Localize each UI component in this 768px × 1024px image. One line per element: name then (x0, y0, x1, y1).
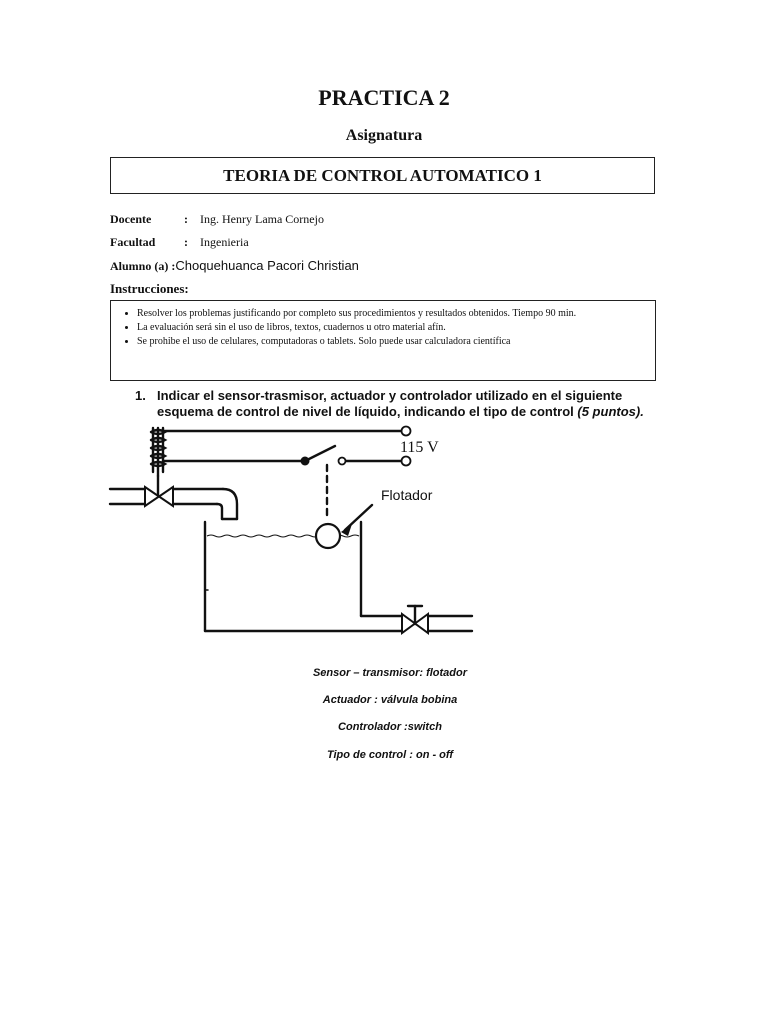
docente-value: Ing. Henry Lama Cornejo (200, 212, 324, 226)
solenoid-coil (151, 428, 165, 496)
instruction-item: • Se prohibe el uso de celulares, computadoras o tablets. Solo puede usar calculadora científica (137, 336, 645, 347)
instruction-item: • Resolver los problemas justificando por completo sus procedimientos y resultados obtenidos. Tiempo 90 min. (137, 308, 645, 319)
alumno-label: Alumno (a) : (110, 259, 176, 273)
instructions-box (110, 300, 656, 381)
answer-control-type: Tipo de control : on - off (326, 749, 454, 761)
instructions-list (121, 308, 645, 347)
question-text: Indicar el sensor-trasmisor, actuador y controlador utilizado en el siguiente esquema de control de nivel de líquido, indicando el tipo de control (157, 388, 623, 419)
course-title-box (110, 157, 655, 194)
question-points: (5 puntos). (577, 404, 644, 419)
docente-label: Docente (110, 212, 152, 226)
docente-row (110, 212, 324, 227)
instruction-item: • La evaluación será sin el uso de libros, textos, cuadernos u otro material afín. (137, 322, 645, 333)
alumno-row (110, 258, 359, 274)
question-text-wrap (157, 388, 655, 420)
course-title: TEORIA DE CONTROL AUTOMATICO 1 (223, 165, 542, 185)
answer-actuator: Actuador : válvula bobina (322, 694, 458, 706)
subject-label: Asignatura (345, 127, 423, 144)
switch-arm (305, 446, 335, 461)
answer-sensor: Sensor – transmisor: flotador (312, 667, 468, 679)
question-1 (135, 388, 655, 420)
question-number: 1. (135, 388, 146, 403)
voltage-label: 115 V (400, 439, 439, 456)
float-label: Flotador (381, 487, 433, 503)
docente-colon: : (184, 212, 188, 226)
float-ball (316, 524, 340, 548)
facultad-colon: : (184, 235, 188, 249)
instructions-label: Instrucciones: (110, 281, 189, 296)
answer-controller: Controlador :switch (338, 721, 442, 733)
facultad-row (110, 235, 249, 250)
alumno-value: Choquehuanca Pacori Christian (175, 258, 359, 273)
level-control-diagram (100, 420, 480, 645)
facultad-label: Facultad (110, 235, 156, 249)
page-title: PRACTICA 2 (318, 85, 450, 110)
switch-pivot (301, 457, 310, 466)
facultad-value: Ingenieria (200, 235, 249, 249)
